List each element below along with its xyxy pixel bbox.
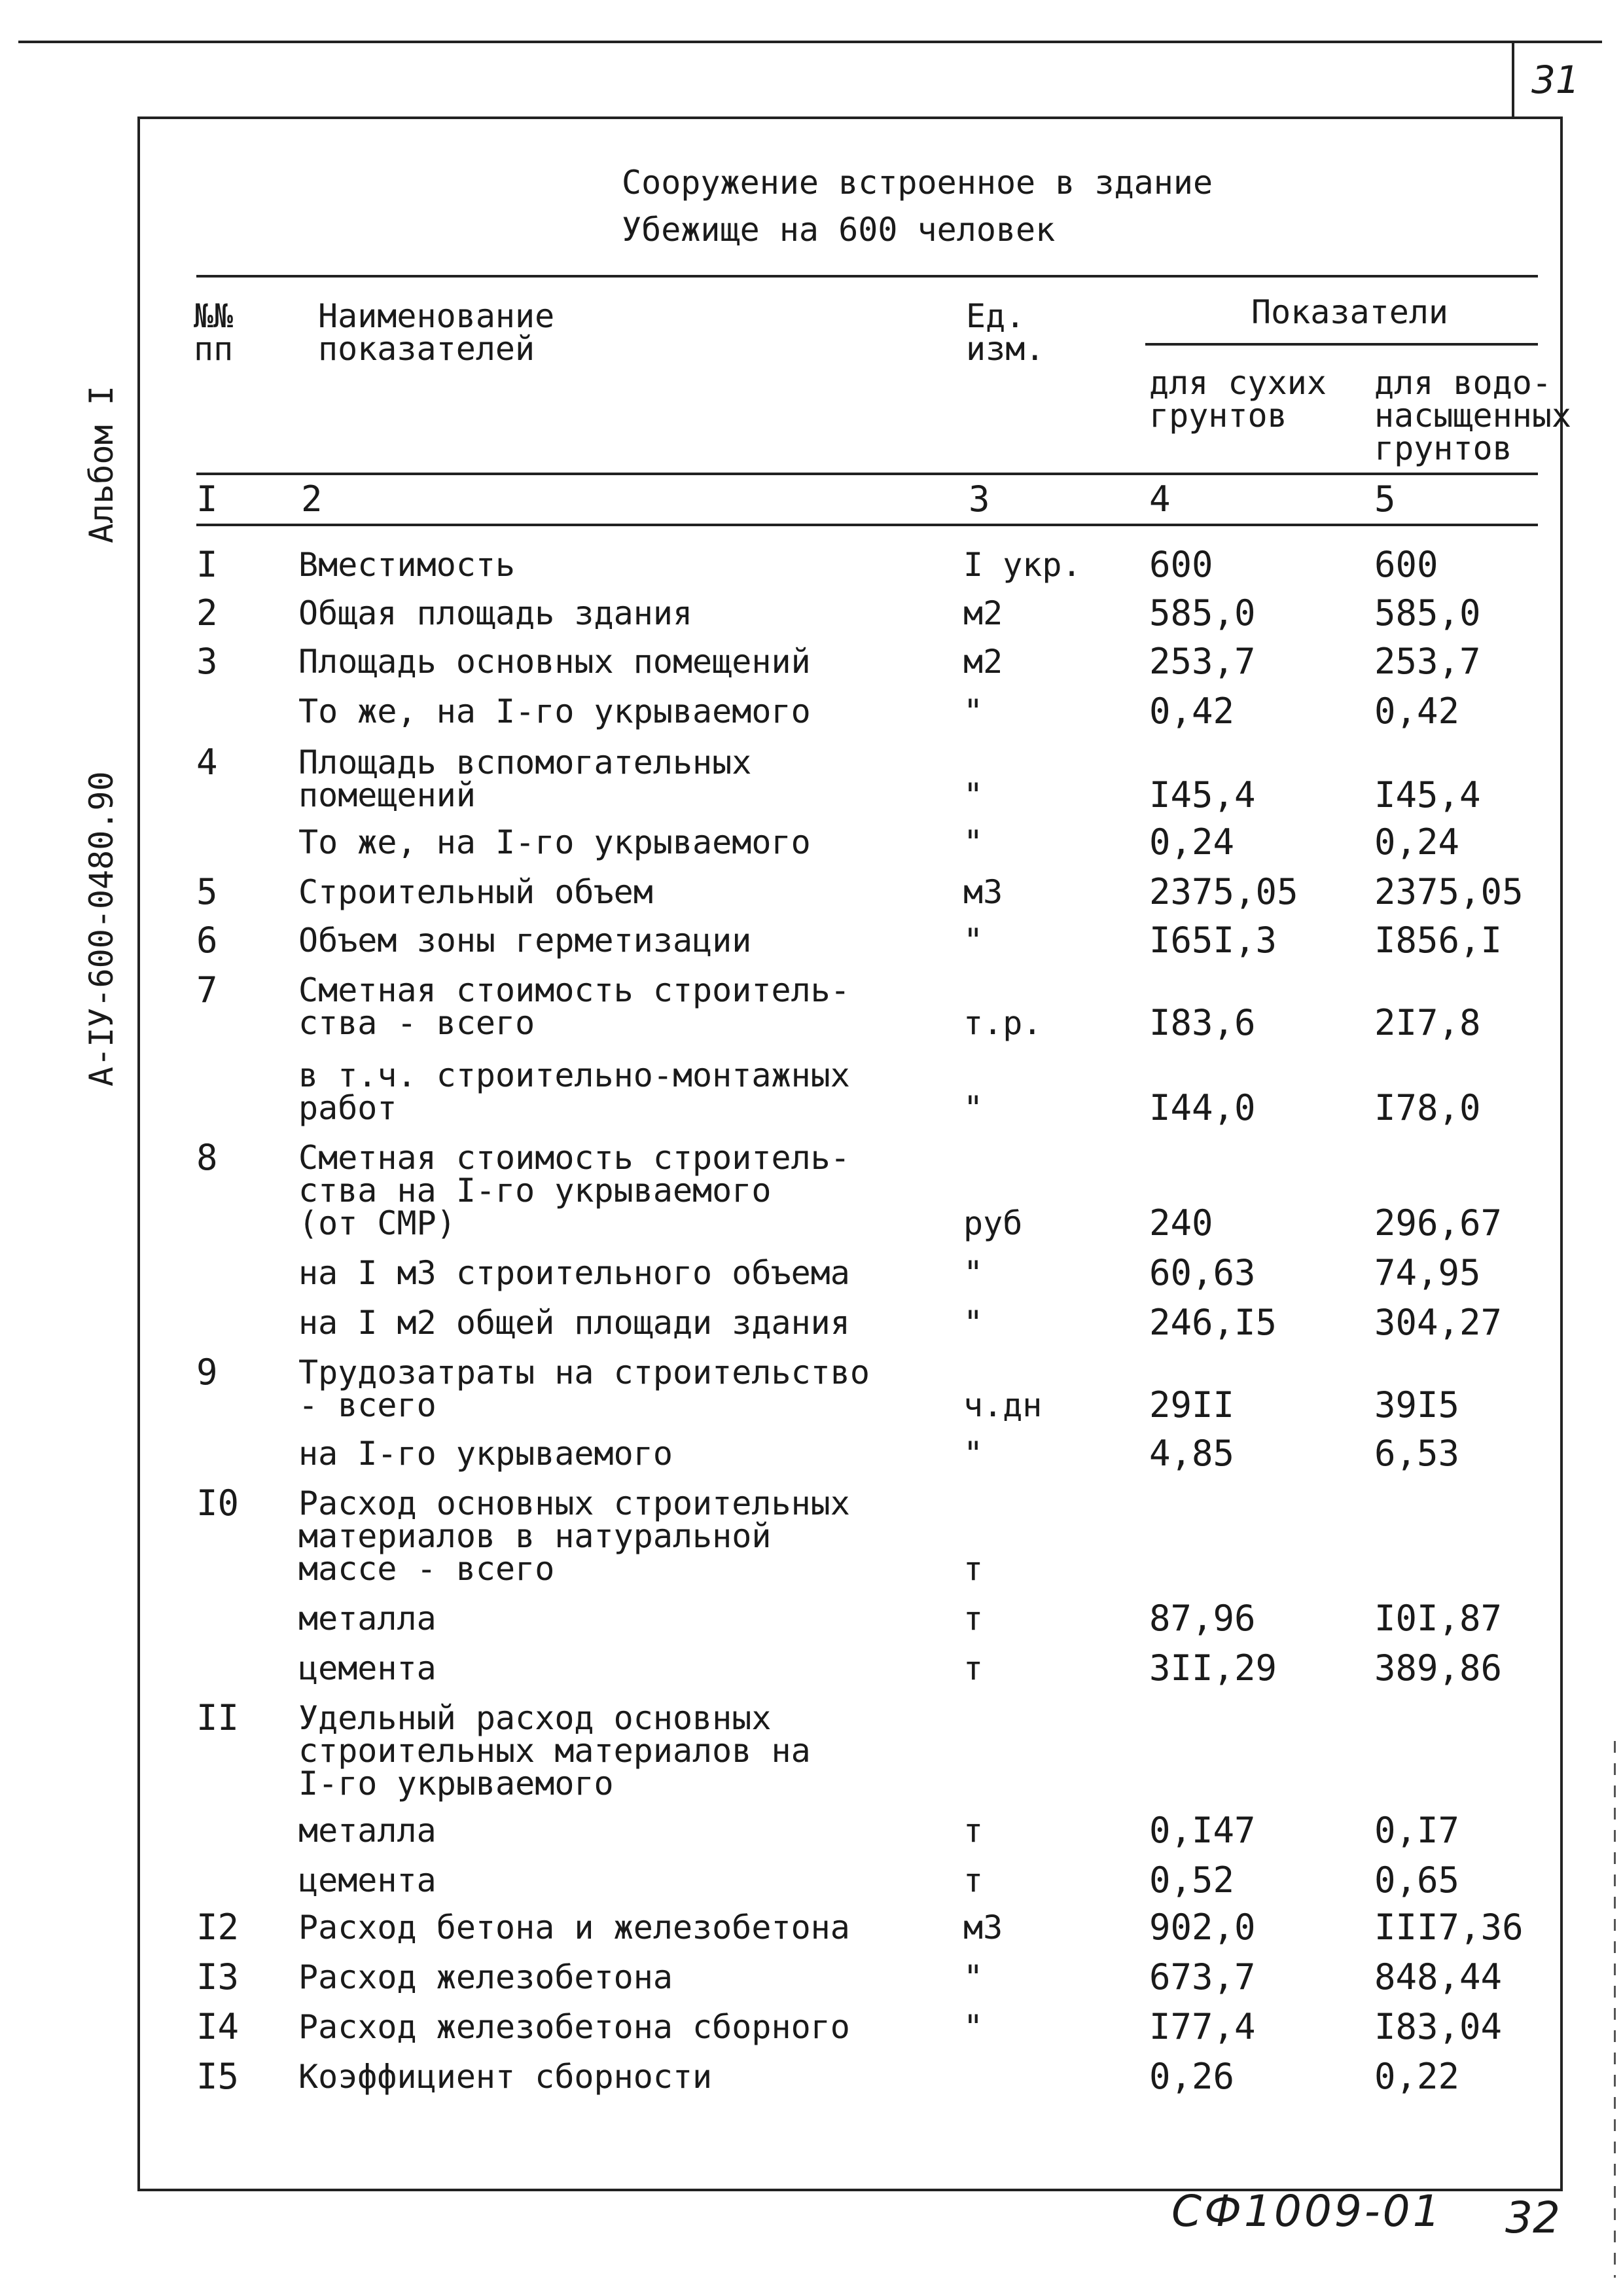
row-4-unit: " — [963, 692, 984, 730]
row-5-num: 4 — [196, 742, 218, 783]
col-number-4: 4 — [1149, 478, 1171, 520]
row-3-num: 3 — [196, 641, 218, 682]
header-name: Наименование показателей — [318, 297, 555, 368]
row-7-name: Строительный объем — [298, 873, 653, 911]
row-19-name: Удельный расход основных строительных материалов на I-го укрываемого — [298, 1699, 811, 1803]
row-15-unit: " — [963, 1435, 984, 1473]
row-9-unit: т.р. — [963, 1004, 1043, 1042]
row-18-dry: 3II,29 — [1149, 1647, 1277, 1689]
table-top-rule — [196, 275, 1538, 278]
row-23-dry: 673,7 — [1149, 1956, 1256, 1998]
row-17-dry: 87,96 — [1149, 1598, 1256, 1639]
row-2-name: Общая площадь здания — [298, 594, 693, 632]
row-12-unit: " — [963, 1254, 984, 1292]
row-2-unit: м2 — [963, 594, 1003, 632]
col-number-2: 2 — [301, 478, 323, 520]
col-number-5: 5 — [1374, 478, 1396, 520]
row-8-name: Объем зоны герметизации — [298, 922, 752, 960]
row-17-wet: I0I,87 — [1374, 1598, 1503, 1639]
row-1-num: I — [196, 544, 218, 585]
row-8-num: 6 — [196, 920, 218, 961]
row-15-name: на I-го укрываемого — [298, 1435, 673, 1473]
row-22-wet: III7,36 — [1374, 1907, 1524, 1948]
row-10-name: в т.ч. строительно-монтажных работ — [298, 1056, 850, 1127]
row-14-num: 9 — [196, 1352, 218, 1393]
row-11-name: Сметная стоимость строитель- ства на I-го укрываемого (от СМР) — [298, 1139, 850, 1242]
column-numbers-rule — [196, 524, 1538, 526]
side-label-album: Альбом I — [82, 386, 120, 543]
row-9-name: Сметная стоимость строитель- ства - всего — [298, 971, 850, 1042]
row-3-wet: 253,7 — [1374, 641, 1481, 682]
row-15-wet: 6,53 — [1374, 1433, 1460, 1474]
row-11-wet: 296,67 — [1374, 1202, 1503, 1244]
header-unit: Ед. изм. — [966, 297, 1045, 368]
row-17-name: металла — [298, 1600, 437, 1638]
side-label-code: А-IУ-600-0480.90 — [82, 771, 120, 1086]
row-24-num: I4 — [196, 2006, 240, 2047]
col-number-3: 3 — [969, 478, 990, 520]
row-21-unit: т — [963, 1861, 984, 1899]
header-num: №№ пп — [194, 297, 234, 368]
top-rule — [18, 41, 1602, 43]
row-22-name: Расход бетона и железобетона — [298, 1909, 850, 1946]
row-18-wet: 389,86 — [1374, 1647, 1503, 1689]
row-21-name: цемента — [298, 1861, 437, 1899]
row-10-unit: " — [963, 1089, 984, 1127]
row-13-name: на I м2 общей площади здания — [298, 1304, 850, 1342]
row-22-num: I2 — [196, 1907, 240, 1948]
row-4-wet: 0,42 — [1374, 691, 1460, 732]
row-6-wet: 0,24 — [1374, 821, 1460, 863]
header-indicators: Показатели — [1251, 293, 1449, 331]
row-24-unit: " — [963, 2008, 984, 2046]
row-21-dry: 0,52 — [1149, 1859, 1235, 1901]
document-title-line1: Сооружение встроенное в здание — [622, 164, 1213, 202]
row-7-dry: 2375,05 — [1149, 871, 1298, 912]
row-12-wet: 74,95 — [1374, 1252, 1481, 1293]
row-8-unit: " — [963, 922, 984, 960]
row-25-num: I5 — [196, 2056, 240, 2097]
row-2-wet: 585,0 — [1374, 592, 1481, 634]
row-14-dry: 29II — [1149, 1384, 1235, 1426]
row-17-unit: т — [963, 1600, 984, 1638]
row-3-dry: 253,7 — [1149, 641, 1256, 682]
row-23-name: Расход железобетона — [298, 1958, 673, 1996]
binding-marks — [1614, 1741, 1616, 2278]
row-20-wet: 0,I7 — [1374, 1810, 1460, 1851]
row-11-num: 8 — [196, 1137, 218, 1178]
row-20-dry: 0,I47 — [1149, 1810, 1256, 1851]
header-wet: для водо- насыщенных грунтов — [1374, 364, 1572, 467]
row-25-wet: 0,22 — [1374, 2056, 1460, 2097]
row-9-dry: I83,6 — [1149, 1002, 1256, 1043]
row-1-unit: I укр. — [963, 546, 1082, 584]
row-16-num: I0 — [196, 1482, 240, 1524]
page-number-divider — [1512, 41, 1514, 118]
row-15-dry: 4,85 — [1149, 1433, 1235, 1474]
row-18-unit: т — [963, 1649, 984, 1687]
row-22-dry: 902,0 — [1149, 1907, 1256, 1948]
row-24-wet: I83,04 — [1374, 2006, 1503, 2047]
row-23-num: I3 — [196, 1956, 240, 1998]
row-14-name: Трудозатраты на строительство - всего — [298, 1354, 870, 1424]
row-21-wet: 0,65 — [1374, 1859, 1460, 1901]
row-18-name: цемента — [298, 1649, 437, 1687]
row-13-wet: 304,27 — [1374, 1302, 1503, 1343]
page-number: 31 — [1531, 58, 1580, 102]
row-23-unit: " — [963, 1958, 984, 1996]
row-24-name: Расход железобетона сборного — [298, 2008, 850, 2046]
row-1-wet: 600 — [1374, 544, 1438, 585]
row-2-num: 2 — [196, 592, 218, 634]
indicators-rule — [1145, 343, 1538, 346]
row-7-wet: 2375,05 — [1374, 871, 1524, 912]
row-25-name: Коэффициент сборности — [298, 2058, 713, 2096]
row-3-unit: м2 — [963, 643, 1003, 681]
row-6-unit: " — [963, 823, 984, 861]
row-9-num: 7 — [196, 969, 218, 1011]
row-24-dry: I77,4 — [1149, 2006, 1256, 2047]
row-5-unit: " — [963, 776, 984, 814]
row-1-name: Вместимость — [298, 546, 516, 584]
row-10-wet: I78,0 — [1374, 1087, 1481, 1128]
row-25-dry: 0,26 — [1149, 2056, 1235, 2097]
row-8-wet: I856,I — [1374, 920, 1503, 961]
row-1-dry: 600 — [1149, 544, 1213, 585]
row-12-name: на I м3 строительного объема — [298, 1254, 850, 1292]
row-20-name: металла — [298, 1812, 437, 1850]
row-14-unit: ч.дн — [963, 1386, 1043, 1424]
header-bottom-rule — [196, 473, 1538, 475]
row-2-dry: 585,0 — [1149, 592, 1256, 634]
row-23-wet: 848,44 — [1374, 1956, 1503, 1998]
row-10-dry: I44,0 — [1149, 1087, 1256, 1128]
row-3-name: Площадь основных помещений — [298, 643, 811, 681]
row-5-wet: I45,4 — [1374, 774, 1481, 816]
row-4-name: То же, на I-го укрываемого — [298, 692, 811, 730]
row-9-wet: 2I7,8 — [1374, 1002, 1481, 1043]
row-22-unit: м3 — [963, 1909, 1003, 1946]
row-11-unit: руб — [963, 1204, 1023, 1242]
row-5-name: Площадь вспомогательных помещений — [298, 744, 752, 814]
row-13-dry: 246,I5 — [1149, 1302, 1277, 1343]
row-4-dry: 0,42 — [1149, 691, 1235, 732]
stamp-sheet: 32 — [1505, 2193, 1560, 2243]
row-5-dry: I45,4 — [1149, 774, 1256, 816]
row-14-wet: 39I5 — [1374, 1384, 1460, 1426]
row-6-dry: 0,24 — [1149, 821, 1235, 863]
row-20-unit: т — [963, 1812, 984, 1850]
row-16-unit: т — [963, 1550, 984, 1588]
row-7-num: 5 — [196, 871, 218, 912]
row-16-name: Расход основных строительных материалов в натуральной массе - всего — [298, 1484, 850, 1588]
document-title-line2: Убежище на 600 человек — [622, 211, 1056, 249]
row-13-unit: " — [963, 1304, 984, 1342]
row-8-dry: I65I,3 — [1149, 920, 1277, 961]
header-dry: для сухих грунтов — [1149, 364, 1327, 435]
row-19-num: II — [196, 1697, 240, 1738]
row-7-unit: м3 — [963, 873, 1003, 911]
stamp-code: СФ1009-01 — [1171, 2186, 1443, 2236]
col-number-1: I — [196, 478, 218, 520]
row-6-name: То же, на I-го укрываемого — [298, 823, 811, 861]
row-12-dry: 60,63 — [1149, 1252, 1256, 1293]
row-11-dry: 240 — [1149, 1202, 1213, 1244]
